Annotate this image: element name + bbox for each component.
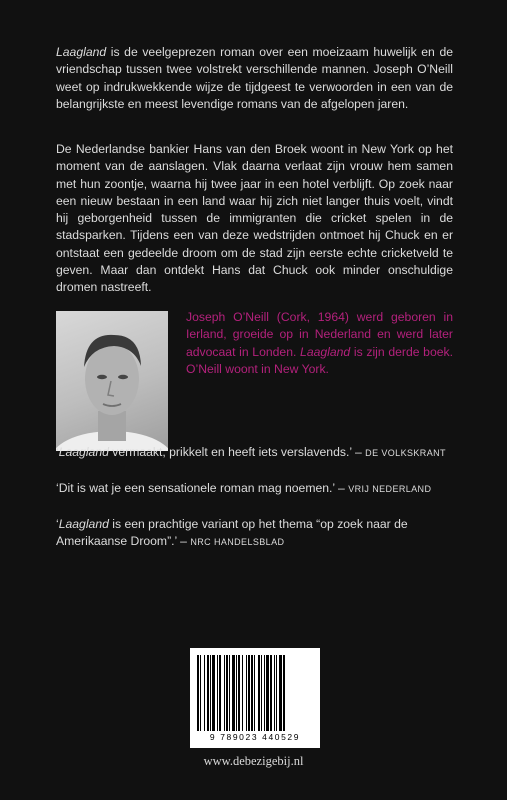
quote-dash: – (351, 445, 366, 459)
quote-source: DE VOLKSKRANT (365, 448, 446, 458)
barcode-bar (238, 655, 240, 731)
book-title: Laagland (56, 45, 107, 59)
barcode-bar (229, 655, 230, 731)
synopsis-text-1: is de veelgeprezen roman over een moeizaam huwelijk en de vriendschap tussen twee volstrekt verschillende mannen. Joseph O’Neill weet op indrukwekkende wijze de tijdgeest te verwoorden in een van de belangrijkste en meest levendige romans van de afgelopen jaren. (56, 45, 453, 111)
synopsis-paragraph-2: De Nederlandse bankier Hans van den Broek woont in New York op het moment van de aanslagen. Vlak daarna verlaat zijn vrouw hem samen met hun zoontje, waarna hij twee jaar in een hotel verblijft. Op zoek naar een nieuw bestaan in een land waar hij zich niet langer thuis voelt, vindt hij geborgenheid tussen de immigranten die cricket spelen in de stadsparken. Tijdens een van deze wedstrijden ontmoet hij Chuck en er ontstaat een gedeelde droom om de stad zijn eerste echte cricketveld te geven. Maar dan ontdekt Hans dat Chuck ook minder onschuldige dromen nastreeft. (56, 142, 453, 295)
barcode-bar (270, 655, 272, 731)
review-quote (56, 444, 453, 462)
barcode-bar (264, 655, 265, 731)
barcode-bar (219, 655, 221, 731)
barcode-bar (279, 655, 282, 731)
barcode-bar (224, 655, 225, 731)
barcode-number: 9 789023 440529 (209, 732, 301, 742)
barcode-bar (251, 655, 253, 731)
barcode-bar (226, 655, 228, 731)
barcode-bar (254, 655, 255, 731)
book-title: Laagland (58, 445, 109, 459)
author-bio-text-end: is zijn derde boek. O’Neill woont in New York. (186, 344, 453, 376)
book-title: Laagland (300, 344, 351, 359)
quote-dash: – (334, 481, 349, 495)
quote-text: vermaakt, prikkelt en heeft iets verslavends.’ (108, 445, 352, 459)
barcode-bar (232, 655, 235, 731)
quote-mark: ‘ (56, 445, 59, 459)
barcode-bar (248, 655, 250, 731)
barcode-bar (212, 655, 215, 731)
author-photo (56, 311, 168, 451)
publisher-website: www.debezigebij.nl (203, 754, 304, 768)
book-title: Laagland (58, 517, 109, 531)
barcode-bar (258, 655, 260, 731)
barcode-bar (236, 655, 237, 731)
synopsis-paragraph-1 (56, 44, 453, 113)
barcode-bar (261, 655, 262, 731)
barcode-bar (204, 655, 205, 731)
barcode-bar (266, 655, 269, 731)
review-quote (56, 480, 453, 498)
barcode-bar (274, 655, 275, 731)
quote-text: is een prachtige variant op het thema “op zoek naar de Amerikaanse Droom”.’ (56, 517, 408, 549)
quote-source: VRIJ NEDERLAND (348, 484, 432, 494)
author-bio-text: Joseph O’Neill (Cork, 1964) werd geboren in Ierland, groeide op in Nederland en werd later advocaat in Londen. (186, 310, 453, 359)
review-quote (56, 516, 453, 552)
quote-source: NRC HANDELSBLAD (190, 537, 285, 548)
author-portrait-image (56, 311, 168, 451)
barcode-bars (197, 655, 313, 731)
quote-text: Dit is wat je een sensationele roman mag noemen.’ (58, 481, 335, 495)
barcode-bar (276, 655, 277, 731)
isbn-barcode (190, 648, 320, 748)
barcode-bar (207, 655, 209, 731)
barcode-bar (197, 655, 199, 731)
barcode-bar (242, 655, 243, 731)
barcode-bar (210, 655, 211, 731)
barcode-bar (283, 655, 285, 731)
barcode-bar (200, 655, 201, 731)
author-bio (186, 309, 453, 378)
quote-mark: ‘ (56, 481, 59, 495)
quote-mark: ‘ (56, 517, 59, 531)
barcode-bar (217, 655, 218, 731)
quote-dash: – (176, 534, 191, 549)
barcode-bar (246, 655, 247, 731)
